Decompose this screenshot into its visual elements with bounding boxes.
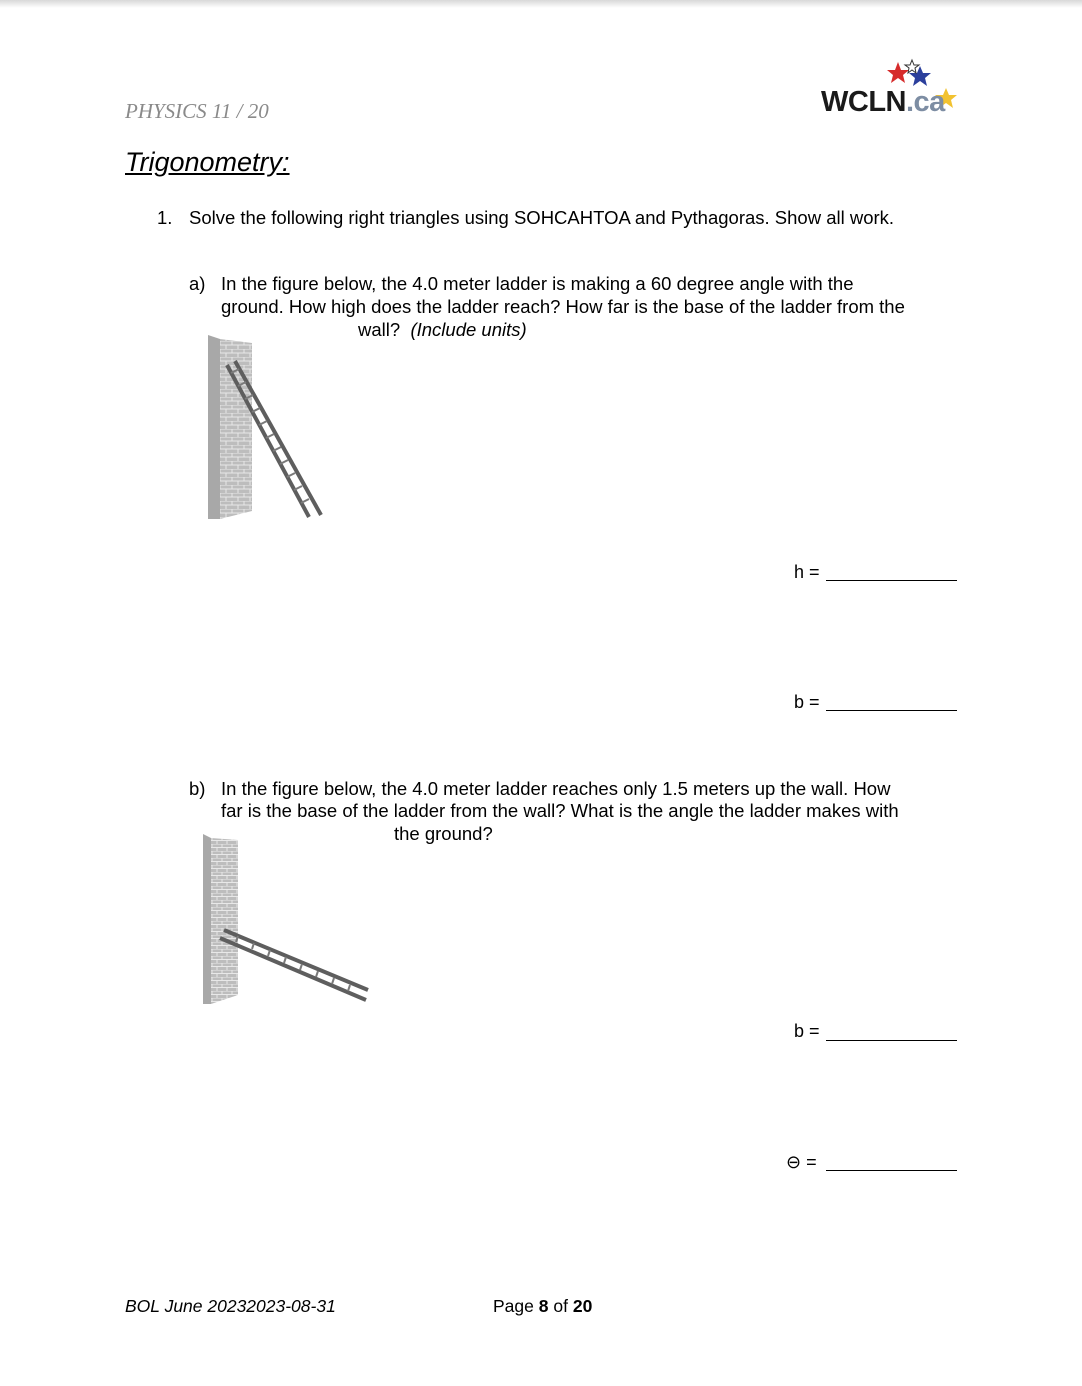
part-a-line-2: ground. How high does the ladder reach? How far is the base of the ladder from the: [221, 296, 905, 317]
wcln-logo: [818, 58, 968, 122]
part-b-line-1: In the figure below, the 4.0 meter ladder reaches only 1.5 meters up the wall. How: [221, 778, 891, 799]
section-title: Trigonometry:: [125, 147, 290, 177]
ladder-wall-figure-b: [200, 830, 375, 1010]
part-a-line-3: wall? (Include units): [358, 319, 527, 340]
answer-theta-blank[interactable]: [826, 1170, 957, 1171]
answer-b-blank-b[interactable]: [826, 1040, 957, 1041]
question-number: 1.: [157, 207, 173, 228]
part-b-line-2: far is the base of the ladder from the wall? What is the angle the ladder makes with: [221, 800, 899, 821]
answer-h-blank[interactable]: [826, 580, 957, 581]
ladder-wall-figure-a: [205, 333, 330, 523]
top-shadow: [0, 0, 1082, 8]
answer-b-blank-a[interactable]: [826, 710, 957, 711]
answer-h-label: h =: [794, 562, 820, 582]
part-b-line-3: the ground?: [394, 823, 493, 844]
logo-wordmark: WCLN.ca: [821, 86, 945, 118]
part-b-letter: b): [189, 778, 206, 799]
part-a-letter: a): [189, 273, 206, 294]
part-a-line-1: In the figure below, the 4.0 meter ladder is making a 60 degree angle with the: [221, 273, 854, 294]
answer-b-label-b: b =: [794, 1021, 820, 1041]
answer-theta-label: ⊖ =: [786, 1152, 817, 1172]
course-header: PHYSICS 11 / 20: [125, 99, 269, 123]
question-text: Solve the following right triangles using SOHCAHTOA and Pythagoras. Show all work.: [189, 207, 895, 228]
footer-page-number: Page 8 of 20: [493, 1296, 593, 1316]
footer-date: BOL June 20232023-08-31: [125, 1296, 336, 1316]
answer-b-label-a: b =: [794, 692, 820, 712]
